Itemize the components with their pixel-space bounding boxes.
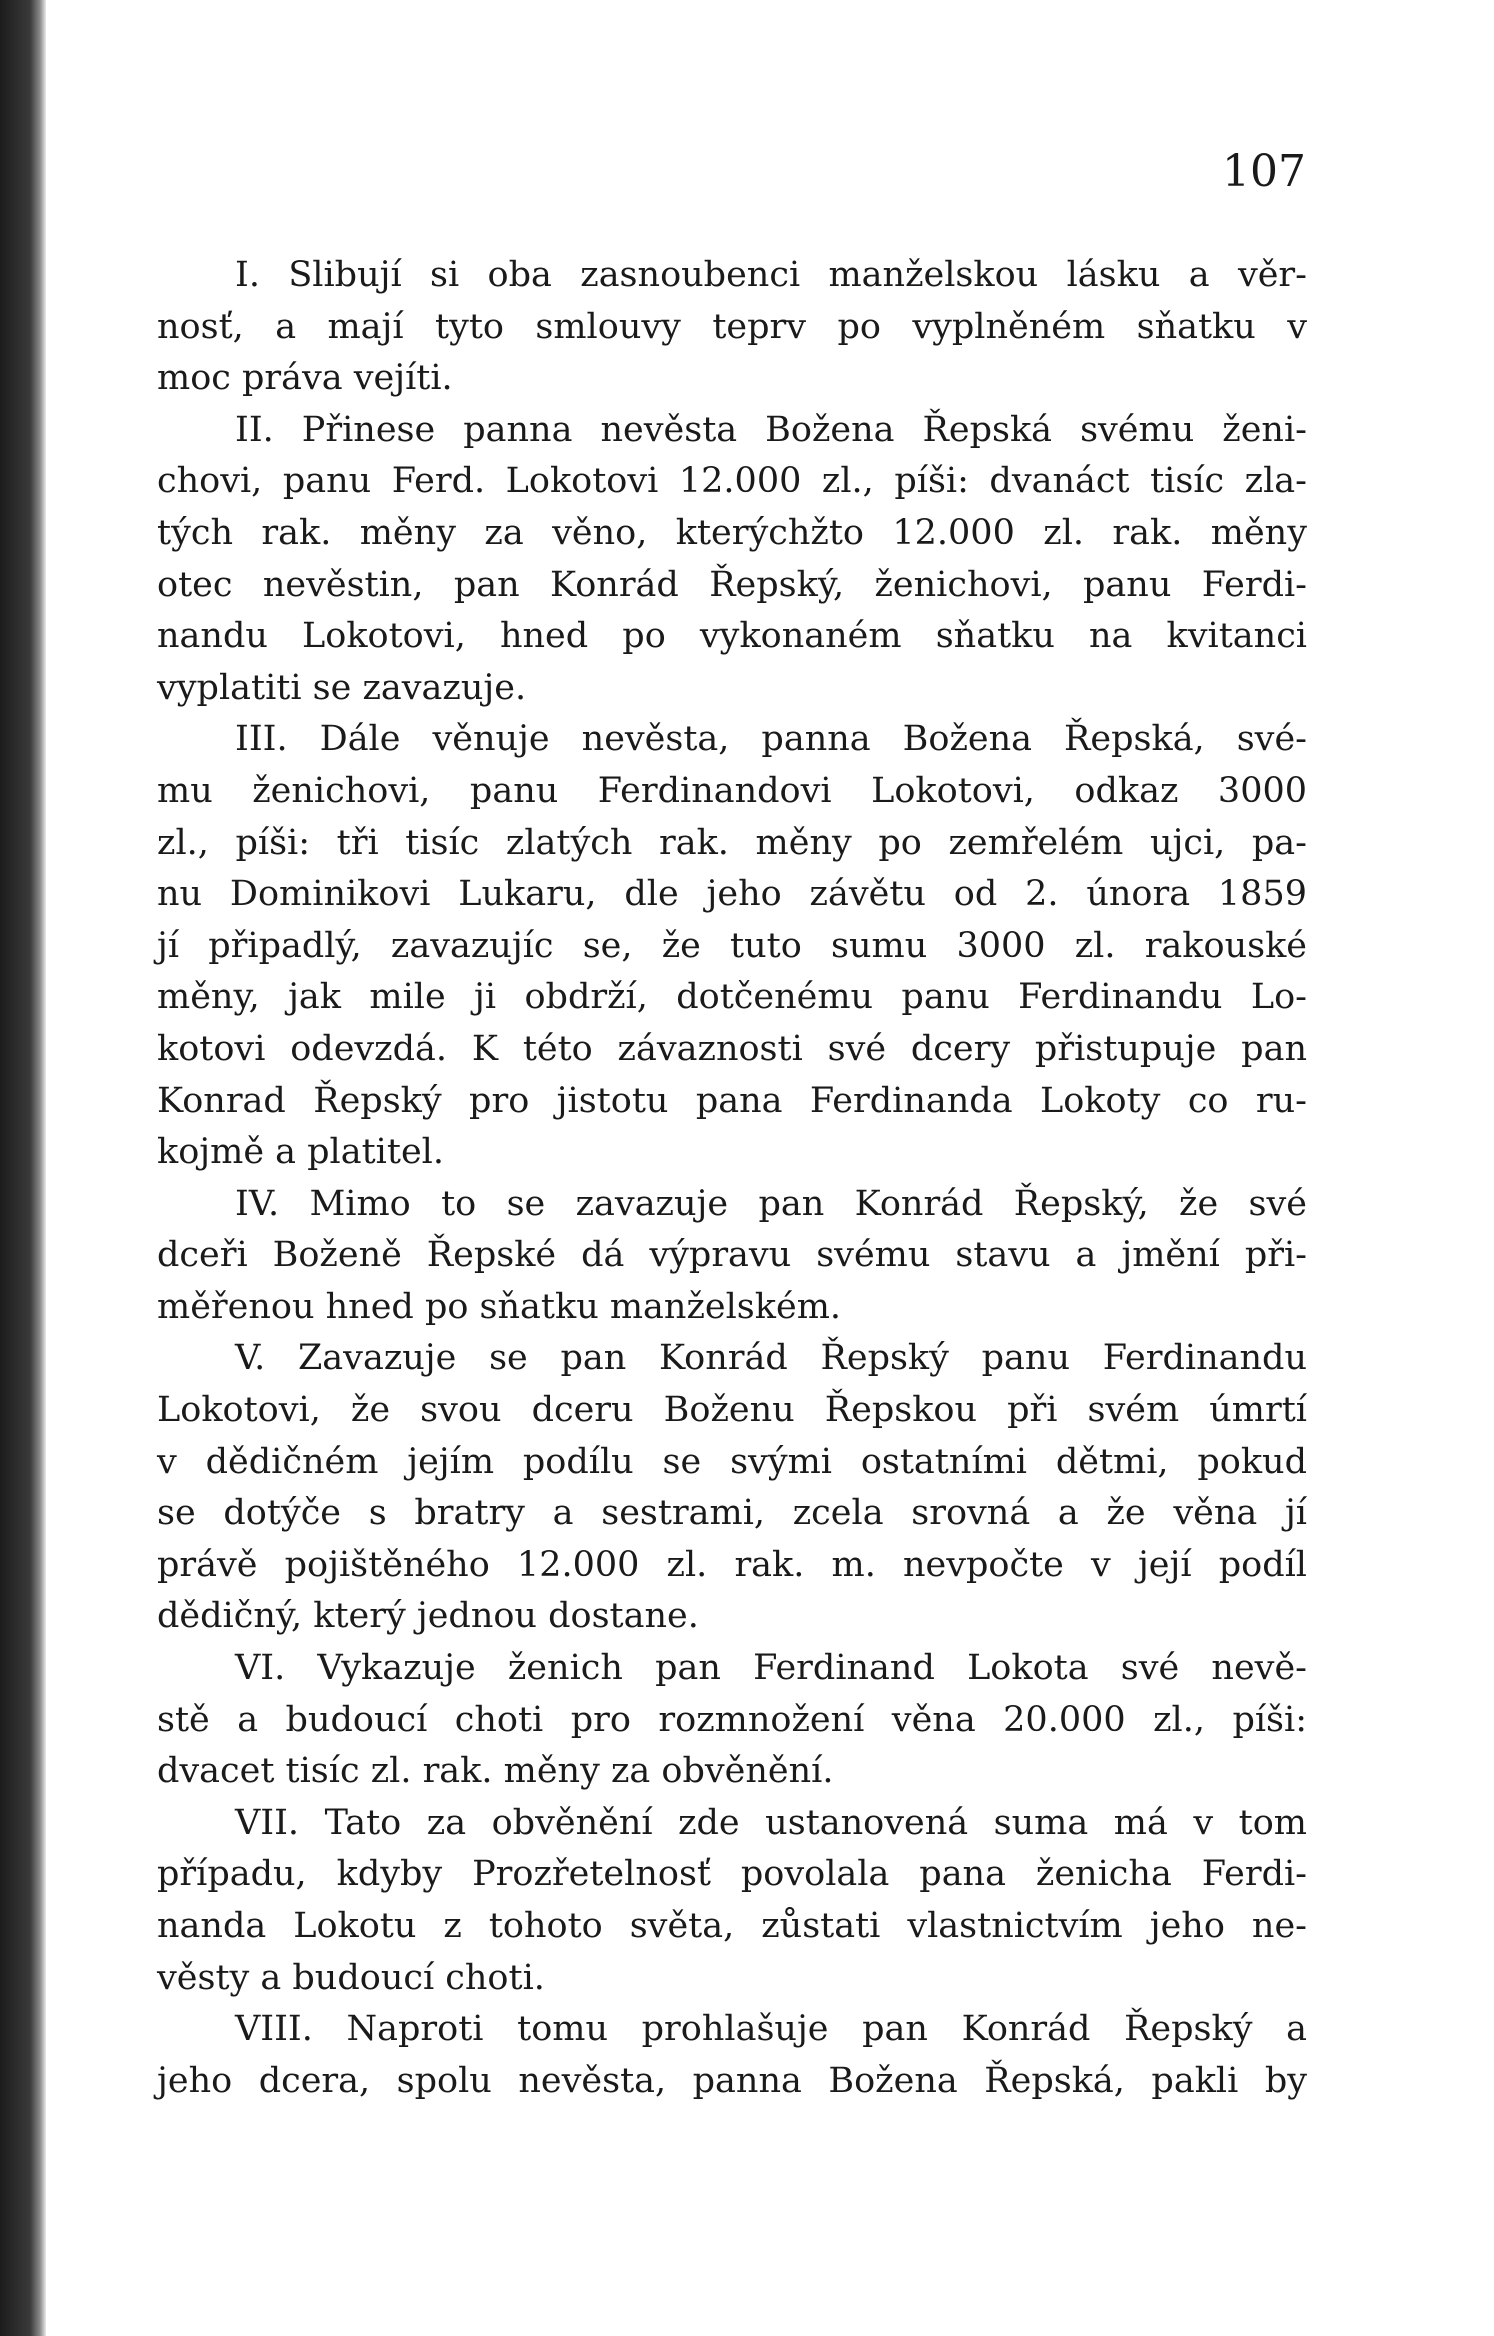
body-text (157, 250, 1307, 2107)
text-line: moc práva vejíti. (157, 358, 453, 399)
text-line: měřenou hned po sňatku manželském. (157, 1286, 842, 1327)
text-line: nanda Lokotu z tohoto světa, zůstati vlastnictvím jeho ne- (157, 1906, 1307, 1946)
text-line: Konrad Řepský pro jistotu pana Ferdinanda Lokoty co ru- (157, 1080, 1307, 1121)
text-line: VI. Vykazuje ženich pan Ferdinand Lokota své nevě- (235, 1648, 1307, 1689)
text-line: dvacet tisíc zl. rak. měny za obvěnění. (157, 1751, 834, 1792)
text-line: jeho dcera, spolu nevěsta, panna Božena Řepská, pakli by (157, 2060, 1307, 2101)
text-line: vyplatiti se zavazuje. (157, 667, 527, 708)
text-line: dědičný, který jednou dostane. (157, 1596, 699, 1637)
text-line: nosť, a mají tyto smlouvy teprv po vyplněném sňatku v (157, 306, 1307, 347)
text-line: případu, kdyby Prozřetelnosť povolala pana ženicha Ferdi- (157, 1854, 1307, 1895)
text-line: mu ženichovi, panu Ferdinandovi Lokotovi, odkaz 3000 (157, 770, 1307, 811)
book-spine-shadow (0, 0, 46, 2336)
text-line: otec nevěstin, pan Konrád Řepský, ženichovi, panu Ferdi- (157, 564, 1307, 605)
text-line: nandu Lokotovi, hned po vykonaném sňatku na kvitanci (157, 616, 1307, 657)
text-line: chovi, panu Ferd. Lokotovi 12.000 zl., píši: dvanáct tisíc zla- (157, 461, 1307, 502)
text-line: věsty a budoucí choti. (157, 1957, 545, 1998)
text-line: VII. Tato za obvěnění zde ustanovená suma má v tom (235, 1802, 1307, 1843)
text-line: III. Dále věnuje nevěsta, panna Božena Řepská, své- (235, 719, 1307, 760)
text-line: Lokotovi, že svou dceru Boženu Řepskou při svém úmrtí (157, 1390, 1307, 1431)
text-line: I. Slibují si oba zasnoubenci manželskou lásku a věr- (235, 255, 1307, 295)
text-line: nu Dominikovi Lukaru, dle jeho závětu od 2. února 1859 (157, 874, 1307, 915)
text-line: se dotýče s bratry a sestrami, zcela srovná a že věna jí (157, 1493, 1307, 1534)
text-line: jí připadlý, zavazujíc se, že tuto sumu 3000 zl. rakouské (157, 925, 1307, 966)
page-number: 107 (1222, 146, 1306, 197)
text-line: kotovi odevzdá. K této závaznosti své dcery přistupuje pan (157, 1028, 1307, 1069)
text-line: v dědičném jejím podílu se svými ostatními dětmi, pokud (157, 1441, 1307, 1482)
text-line: zl., píši: tři tisíc zlatých rak. měny po zemřelém ujci, pa- (157, 822, 1307, 863)
text-line: VIII. Naproti tomu prohlašuje pan Konrád Řepský a (235, 2009, 1307, 2050)
text-line: tých rak. měny za věno, kterýchžto 12.000 zl. rak. měny (157, 512, 1307, 553)
text-line: dceři Boženě Řepské dá výpravu svému stavu a jmění při- (157, 1235, 1307, 1276)
text-line: stě a budoucí choti pro rozmnožení věna 20.000 zl., píši: (157, 1699, 1307, 1740)
text-line: IV. Mimo to se zavazuje pan Konrád Řepský, že své (235, 1183, 1307, 1224)
text-line: kojmě a platitel. (157, 1132, 444, 1173)
text-line: měny, jak mile ji obdrží, dotčenému panu Ferdinandu Lo- (157, 977, 1307, 1018)
text-line: V. Zavazuje se pan Konrád Řepský panu Ferdinandu (235, 1338, 1307, 1379)
book-page (46, 0, 1494, 2336)
text-line: II. Přinese panna nevěsta Božena Řepská svému ženi- (235, 409, 1307, 450)
text-line: právě pojištěného 12.000 zl. rak. m. nevpočte v její podíl (157, 1544, 1307, 1585)
